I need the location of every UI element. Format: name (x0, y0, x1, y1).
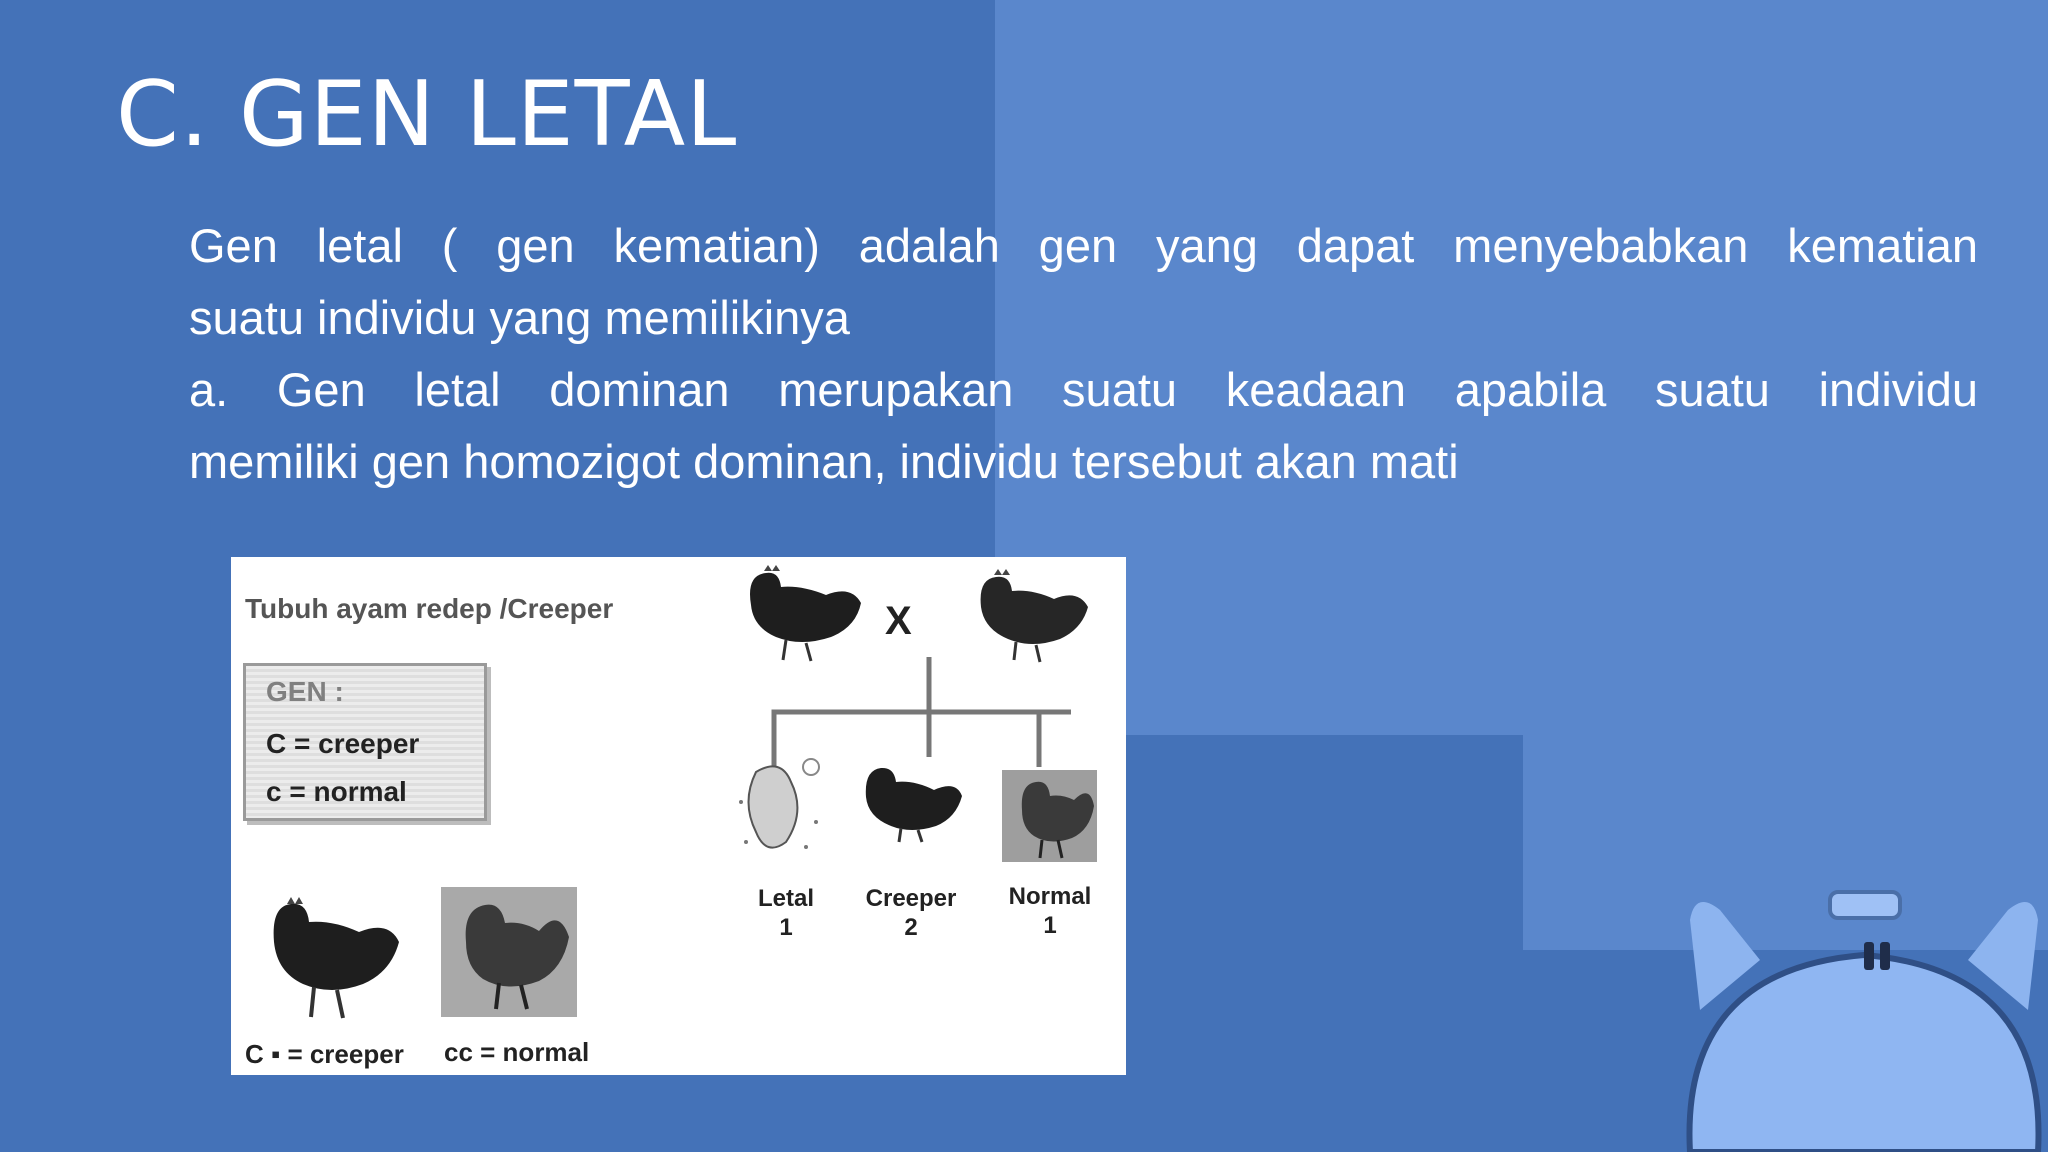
cross-connector-lines (771, 657, 1071, 767)
paragraph-line-2: suatu individu yang memilikinya (189, 291, 850, 344)
bottom-label-normal: cc = normal (444, 1037, 590, 1067)
gen-box (243, 663, 487, 821)
paragraph-line-4: memiliki gen homozigot dominan, individu tersebut akan mati (189, 435, 1459, 488)
offspring-count-creeper: 2 (904, 914, 918, 941)
parent-chicken-right-icon (966, 567, 1096, 667)
offspring-count-normal: 1 (1043, 912, 1057, 939)
figure-title: Tubuh ayam redep /Creeper (245, 593, 614, 624)
lethal-embryo-icon (726, 752, 836, 862)
gen-box-heading: GEN : (266, 676, 344, 707)
normal-chicken-rooster-icon (441, 887, 577, 1017)
normal-chicken-photo (441, 887, 577, 1017)
creeper-offspring-chicken-icon (856, 762, 966, 852)
paragraph-line-3: a. Gen letal dominan merupakan suatu keadaan apabila suatu individu (189, 363, 1978, 416)
offspring-label-letal: Letal (757, 885, 814, 912)
creeper-chicken-figure (231, 557, 1126, 1075)
slide-title: C. GEN LETAL (116, 62, 738, 167)
offspring-label-creeper: Creeper (865, 885, 957, 912)
parent-chicken-left-icon (731, 565, 871, 665)
normal-offspring-photo (1002, 770, 1097, 862)
gen-box-line-normal: c = normal (266, 776, 407, 807)
paragraph-line-1: Gen letal ( gen kematian) adalah gen yang dapat menyebabkan kematian (189, 219, 1978, 272)
creeper-chicken-icon (259, 892, 409, 1027)
bottom-label-creeper: C ▪ = creeper (245, 1039, 404, 1069)
decorative-character-icon (1680, 890, 2048, 1152)
normal-rooster-icon (1002, 770, 1097, 862)
offspring-label-normal: Normal (1008, 883, 1092, 910)
offspring-count-letal: 1 (779, 914, 793, 941)
cross-symbol: X (885, 599, 912, 643)
gen-box-line-creeper: C = creeper (266, 728, 420, 759)
